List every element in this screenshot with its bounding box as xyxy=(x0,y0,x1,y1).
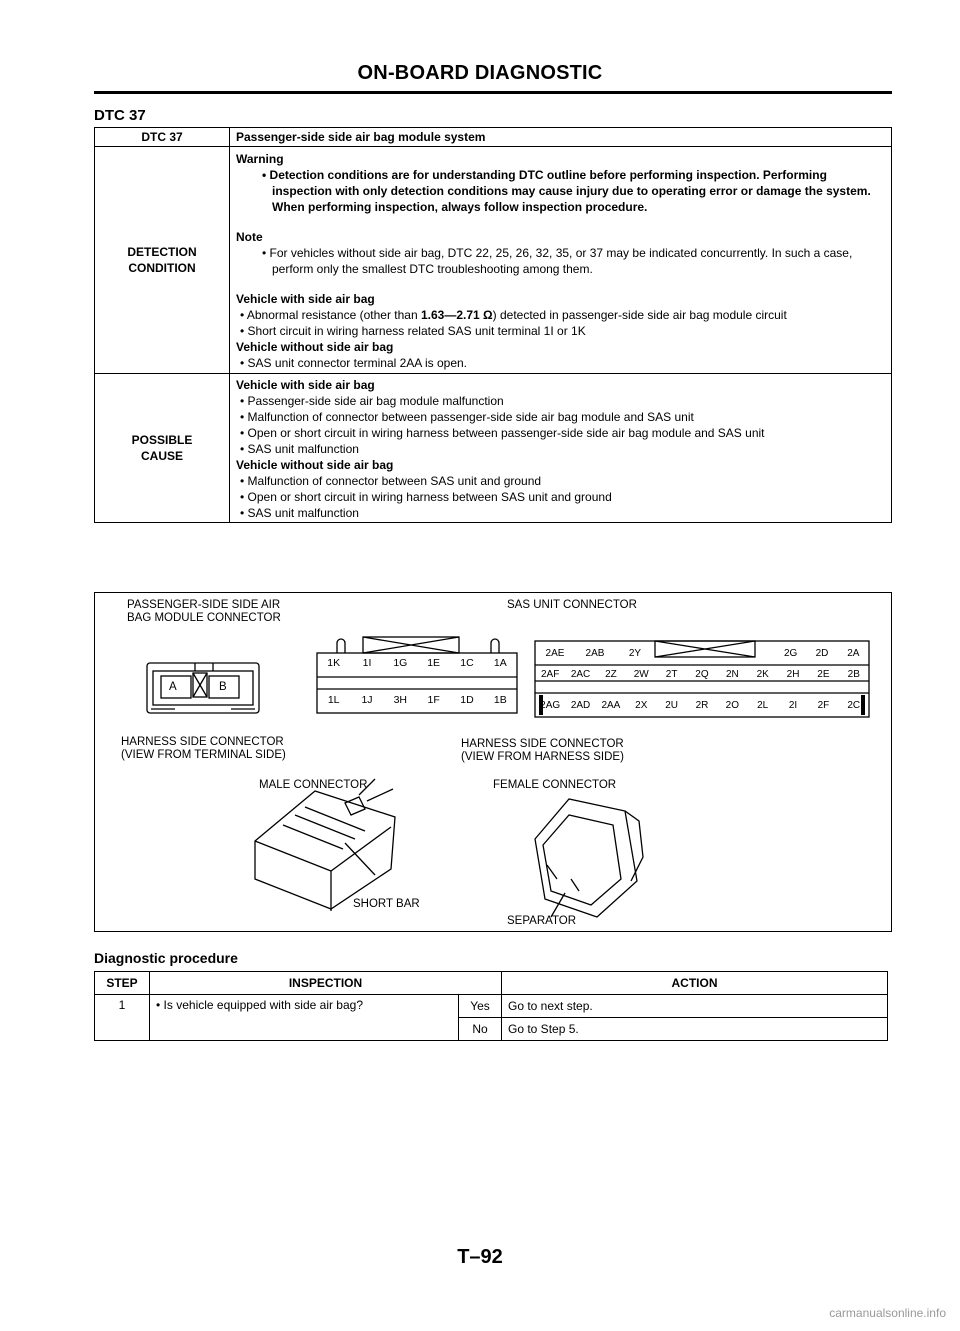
female-connector-body xyxy=(535,799,637,917)
header-rule xyxy=(94,91,892,94)
terminal-label: 1B xyxy=(493,694,507,706)
terminal-label: 1D xyxy=(460,694,474,706)
right-harness-caption: HARNESS SIDE CONNECTOR (VIEW FROM HARNESS SIDE) xyxy=(461,738,624,763)
procedure-title: Diagnostic procedure xyxy=(94,950,238,966)
terminal-label: 2I xyxy=(788,700,798,711)
warning-text: • Detection conditions are for understanding DTC outline before performing inspection. Performing inspection with only detection conditions may cause injury due to operating error or damage the system. When performing inspection, always follow inspection procedure. xyxy=(262,168,871,214)
airbag-connector-title: PASSENGER-SIDE SIDE AIR BAG MODULE CONNECTOR xyxy=(127,599,281,624)
terminal-label: 2C xyxy=(847,700,861,711)
inspection-header: INSPECTION xyxy=(150,972,502,995)
short-bar-label: SHORT BAR xyxy=(353,898,420,910)
terminal-label: 2Y xyxy=(628,648,642,659)
terminal-label: 2AC xyxy=(570,669,591,680)
terminal-label: 2AE xyxy=(545,648,565,659)
terminal-label: 2AA xyxy=(601,700,621,711)
connector-diagram xyxy=(94,592,892,932)
terminal-label: 2O xyxy=(725,700,739,711)
terminal-label: 2AG xyxy=(540,700,561,711)
table-row xyxy=(95,995,888,1018)
dtc-table xyxy=(94,127,892,523)
sas-row2 xyxy=(535,668,869,681)
with-airbag-item: • Abnormal resistance (other than 1.63—2.71 Ω) detected in passenger-side side air bag module circuit xyxy=(240,308,787,322)
without-airbag-item: • SAS unit connector terminal 2AA is open. xyxy=(240,356,468,370)
terminal-label: 1F xyxy=(427,694,440,706)
action-no: Go to Step 5. xyxy=(502,1018,888,1041)
cause-without-heading: Vehicle without side air bag xyxy=(236,458,394,472)
male-connector-body xyxy=(255,791,395,909)
page-number: T–92 xyxy=(457,1246,503,1268)
detection-label: DETECTION CONDITION xyxy=(95,147,230,374)
procedure-table xyxy=(94,971,888,1041)
step-number: 1 xyxy=(95,995,150,1041)
procedure-header-row xyxy=(95,972,888,995)
terminal-label: 2A xyxy=(847,648,860,659)
left-harness-caption: HARNESS SIDE CONNECTOR (VIEW FROM TERMINAL SIDE) xyxy=(121,736,286,761)
sas-row3 xyxy=(535,699,869,712)
table-header-row xyxy=(95,128,892,147)
terminal-label: 2W xyxy=(633,669,649,680)
terminal-label: 1L xyxy=(327,694,340,706)
terminal-label: 1K xyxy=(327,657,341,669)
terminal-label: 2G xyxy=(783,648,798,659)
cause-item: • Malfunction of connector between passenger-side side air bag module and SAS unit xyxy=(240,410,694,424)
terminal-label: 2AD xyxy=(570,700,591,711)
with-airbag-item: • Short circuit in wiring harness related SAS unit terminal 1I or 1K xyxy=(240,324,586,338)
cause-row xyxy=(95,374,892,523)
cause-content xyxy=(230,374,892,523)
answer-no: No xyxy=(459,1018,502,1041)
cause-label: POSSIBLE CAUSE xyxy=(95,374,230,523)
cause-item: • Passenger-side side air bag module malfunction xyxy=(240,394,504,408)
terminal-label: 2R xyxy=(695,700,709,711)
terminal-label: 2H xyxy=(786,669,800,680)
terminal-label: 1C xyxy=(460,657,474,669)
terminal-label: 2L xyxy=(757,700,769,711)
terminal-label: 2B xyxy=(847,669,860,680)
cause-with-heading: Vehicle with side air bag xyxy=(236,378,375,392)
note-text: • For vehicles without side air bag, DTC 22, 25, 26, 32, 35, or 37 may be indicated concurrently. In such a case, perform only the smallest DTC troubleshooting among them. xyxy=(262,246,853,276)
sas-row1-left xyxy=(535,647,655,660)
terminal-label: 2T xyxy=(665,669,678,680)
terminal-label: 2U xyxy=(665,700,679,711)
dtc-code-cell: DTC 37 xyxy=(95,128,230,147)
separator-label: SEPARATOR xyxy=(507,915,577,927)
pin-b-label: B xyxy=(219,681,227,693)
terminal-label: 2N xyxy=(725,669,739,680)
pin-a-label: A xyxy=(169,681,177,693)
inspection-text: • Is vehicle equipped with side air bag? xyxy=(150,995,459,1041)
step-header: STEP xyxy=(95,972,150,995)
cause-item: • Open or short circuit in wiring harness between SAS unit and ground xyxy=(240,490,612,504)
female-connector-label: FEMALE CONNECTOR xyxy=(493,779,617,791)
cause-item: • Malfunction of connector between SAS unit and ground xyxy=(240,474,542,488)
middle-top-row xyxy=(317,657,517,670)
terminal-label: 2AB xyxy=(585,648,605,659)
terminal-label: 3H xyxy=(393,694,408,706)
cause-item: • SAS unit malfunction xyxy=(240,506,359,520)
dtc-label: DTC 37 xyxy=(94,107,146,124)
watermark: carmanualsonline.info xyxy=(829,1306,946,1320)
note-heading: Note xyxy=(236,230,263,244)
action-header: ACTION xyxy=(502,972,888,995)
terminal-label: 1A xyxy=(493,657,507,669)
terminal-label: 2X xyxy=(635,700,648,711)
terminal-label: 2Q xyxy=(695,669,709,680)
system-cell: Passenger-side side air bag module system xyxy=(230,128,892,147)
detection-content xyxy=(230,147,892,374)
without-airbag-heading: Vehicle without side air bag xyxy=(236,340,394,354)
answer-yes: Yes xyxy=(459,995,502,1018)
detection-row xyxy=(95,147,892,374)
page-title: ON-BOARD DIAGNOSTIC xyxy=(357,62,603,84)
terminal-label: 2Z xyxy=(605,669,617,680)
terminal-label: 1I xyxy=(362,657,372,669)
sas-connector-title: SAS UNIT CONNECTOR xyxy=(507,599,637,611)
cause-item: • Open or short circuit in wiring harness between passenger-side side air bag module and SAS unit xyxy=(240,426,765,440)
warning-heading: Warning xyxy=(236,152,284,166)
terminal-label: 1E xyxy=(427,657,441,669)
male-connector-label: MALE CONNECTOR xyxy=(259,779,368,791)
cause-item: • SAS unit malfunction xyxy=(240,442,359,456)
action-yes: Go to next step. xyxy=(502,995,888,1018)
terminal-label: 2E xyxy=(817,669,830,680)
terminal-label: 1G xyxy=(393,657,408,669)
terminal-label: 1J xyxy=(361,694,373,706)
middle-bottom-row xyxy=(317,694,517,707)
terminal-label: 2D xyxy=(815,648,829,659)
terminal-label: 2AF xyxy=(541,669,560,680)
terminal-label: 2K xyxy=(756,669,769,680)
terminal-label: 2F xyxy=(817,700,830,711)
with-airbag-heading: Vehicle with side air bag xyxy=(236,292,375,306)
sas-row1-right xyxy=(775,647,869,660)
